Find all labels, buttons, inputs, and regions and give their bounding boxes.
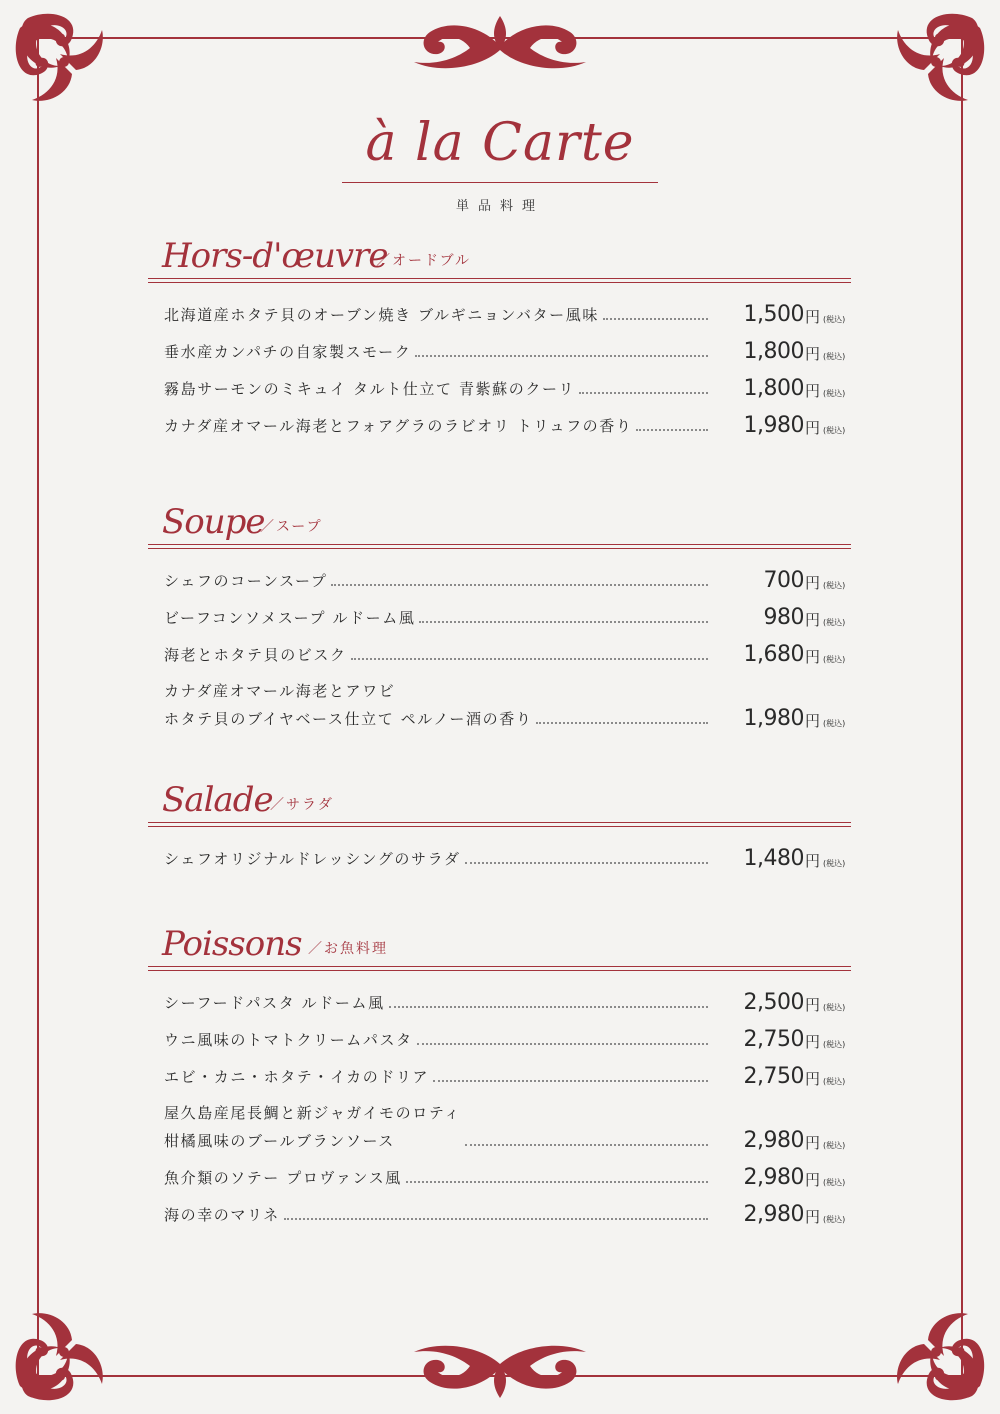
yen-unit: 円 [804, 1208, 820, 1226]
menu-item [164, 1028, 851, 1052]
item-price: 1,800 [743, 376, 804, 401]
item-price: 1,980 [743, 413, 804, 438]
yen-unit: 円 [804, 1134, 820, 1152]
item-name: 柑橘風味のブールブランソース [164, 1132, 395, 1150]
item-price: 2,750 [743, 1064, 804, 1089]
corner-ornament-bottom-right [870, 1296, 990, 1406]
yen-unit: 円 [804, 1033, 820, 1051]
section-title-ja: ／スープ [260, 519, 323, 535]
bottom-center-ornament [400, 1340, 600, 1404]
tax-note: (税込) [823, 1141, 846, 1150]
section-poissons [148, 918, 851, 1240]
menu-item [164, 377, 851, 401]
menu-header [0, 108, 1000, 214]
leader-dots [389, 1005, 708, 1008]
leader-dots [284, 1217, 708, 1220]
yen-unit: 円 [804, 648, 820, 666]
tax-note: (税込) [823, 1040, 846, 1049]
item-price: 2,500 [743, 990, 804, 1015]
leader-dots [465, 1143, 708, 1146]
tax-note: (税込) [823, 655, 846, 664]
item-name-line1: 屋久島産尾長鯛と新ジャガイモのロティ [164, 1104, 461, 1122]
section-hors-doeuvre [148, 230, 851, 451]
section-soupe [148, 496, 851, 744]
leader-dots [406, 1180, 708, 1183]
item-name: ビーフコンソメスープ ルドーム風 [164, 609, 416, 627]
item-name: ウニ風味のトマトクリームパスタ [164, 1031, 413, 1049]
section-title-fr: Poissons [162, 924, 302, 964]
yen-unit: 円 [804, 712, 820, 730]
section-heading [148, 230, 851, 278]
menu-subtitle: 単品料理 [455, 199, 544, 214]
section-title-fr: Hors-d'œuvre [162, 236, 388, 276]
tax-note: (税込) [823, 1003, 846, 1012]
tax-note: (税込) [823, 426, 846, 435]
item-price: 2,980 [743, 1128, 804, 1153]
menu-item [164, 606, 851, 630]
leader-dots [351, 657, 708, 660]
menu-item [164, 991, 851, 1015]
section-heading [148, 918, 851, 966]
item-name: ホタテ貝のブイヤベース仕立て ペルノー酒の香り [164, 710, 533, 728]
yen-unit: 円 [804, 382, 820, 400]
section-heading [148, 774, 851, 822]
item-name: 北海道産ホタテ貝のオーブン焼き ブルギニョンバター風味 [164, 306, 599, 324]
yen-unit: 円 [804, 1070, 820, 1088]
menu-item [164, 680, 851, 731]
section-title-fr: Salade [162, 780, 273, 820]
item-name: 海老とホタテ貝のビスク [164, 646, 347, 664]
item-price: 1,980 [743, 706, 804, 731]
item-price: 2,750 [743, 1027, 804, 1052]
item-price: 1,480 [743, 846, 804, 871]
leader-dots [603, 317, 708, 320]
item-price: 2,980 [743, 1165, 804, 1190]
title-underline [342, 182, 658, 183]
tax-note: (税込) [823, 618, 846, 627]
menu-title: à la Carte [365, 113, 635, 173]
yen-unit: 円 [804, 611, 820, 629]
item-name: シェフオリジナルドレッシングのサラダ [164, 850, 461, 868]
section-title-fr: Soupe [162, 502, 265, 542]
item-name: 魚介類のソテー プロヴァンス風 [164, 1169, 402, 1187]
yen-unit: 円 [804, 1171, 820, 1189]
item-price: 1,800 [743, 339, 804, 364]
menu-item [164, 340, 851, 364]
item-name: シェフのコーンスープ [164, 572, 328, 590]
corner-ornament-top-left [10, 8, 130, 118]
leader-dots [536, 721, 708, 724]
tax-note: (税込) [823, 315, 846, 324]
leader-dots [636, 428, 708, 431]
yen-unit: 円 [804, 308, 820, 326]
top-center-ornament [400, 10, 600, 74]
item-name: エビ・カニ・ホタテ・イカのドリア [164, 1068, 430, 1086]
leader-dots [579, 391, 708, 394]
tax-note: (税込) [823, 1077, 846, 1086]
tax-note: (税込) [823, 389, 846, 398]
item-name: シーフードパスタ ルドーム風 [164, 994, 385, 1012]
menu-item [164, 1203, 851, 1227]
tax-note: (税込) [823, 1178, 846, 1187]
menu-item [164, 643, 851, 667]
tax-note: (税込) [823, 859, 846, 868]
tax-note: (税込) [823, 352, 846, 361]
yen-unit: 円 [804, 852, 820, 870]
item-price: 2,980 [743, 1202, 804, 1227]
item-name: カナダ産オマール海老とフォアグラのラビオリ トリュフの香り [164, 417, 633, 435]
menu-item [164, 1102, 851, 1153]
yen-unit: 円 [804, 996, 820, 1014]
menu-item [164, 1065, 851, 1089]
section-title-ja: ／お魚料理 [308, 941, 388, 957]
section-heading [148, 496, 851, 544]
section-salade [148, 774, 851, 884]
section-title-ja: ／サラダ [270, 797, 334, 813]
item-name: 海の幸のマリネ [164, 1206, 280, 1224]
item-price: 980 [763, 605, 804, 630]
leader-dots [419, 620, 708, 623]
menu-item [164, 303, 851, 327]
item-name: 霧島サーモンのミキュイ タルト仕立て 青紫蘇のクーリ [164, 380, 576, 398]
menu-item [164, 569, 851, 593]
menu-item [164, 847, 851, 871]
leader-dots [433, 1079, 708, 1082]
item-name-line1: カナダ産オマール海老とアワビ [164, 682, 396, 700]
tax-note: (税込) [823, 1215, 846, 1224]
corner-ornament-bottom-left [10, 1296, 130, 1406]
yen-unit: 円 [804, 419, 820, 437]
menu-item [164, 414, 851, 438]
corner-ornament-top-right [870, 8, 990, 118]
leader-dots [415, 354, 708, 357]
item-price: 1,680 [743, 642, 804, 667]
leader-dots [417, 1042, 708, 1045]
item-name: 垂水産カンパチの自家製スモーク [164, 343, 412, 361]
menu-item [164, 1166, 851, 1190]
yen-unit: 円 [804, 345, 820, 363]
leader-dots [465, 861, 708, 864]
section-title-ja: ／オードブル [376, 253, 472, 269]
yen-unit: 円 [804, 574, 820, 592]
item-price: 1,500 [743, 302, 804, 327]
tax-note: (税込) [823, 719, 846, 728]
item-price: 700 [763, 568, 804, 593]
tax-note: (税込) [823, 581, 846, 590]
leader-dots [331, 583, 708, 586]
